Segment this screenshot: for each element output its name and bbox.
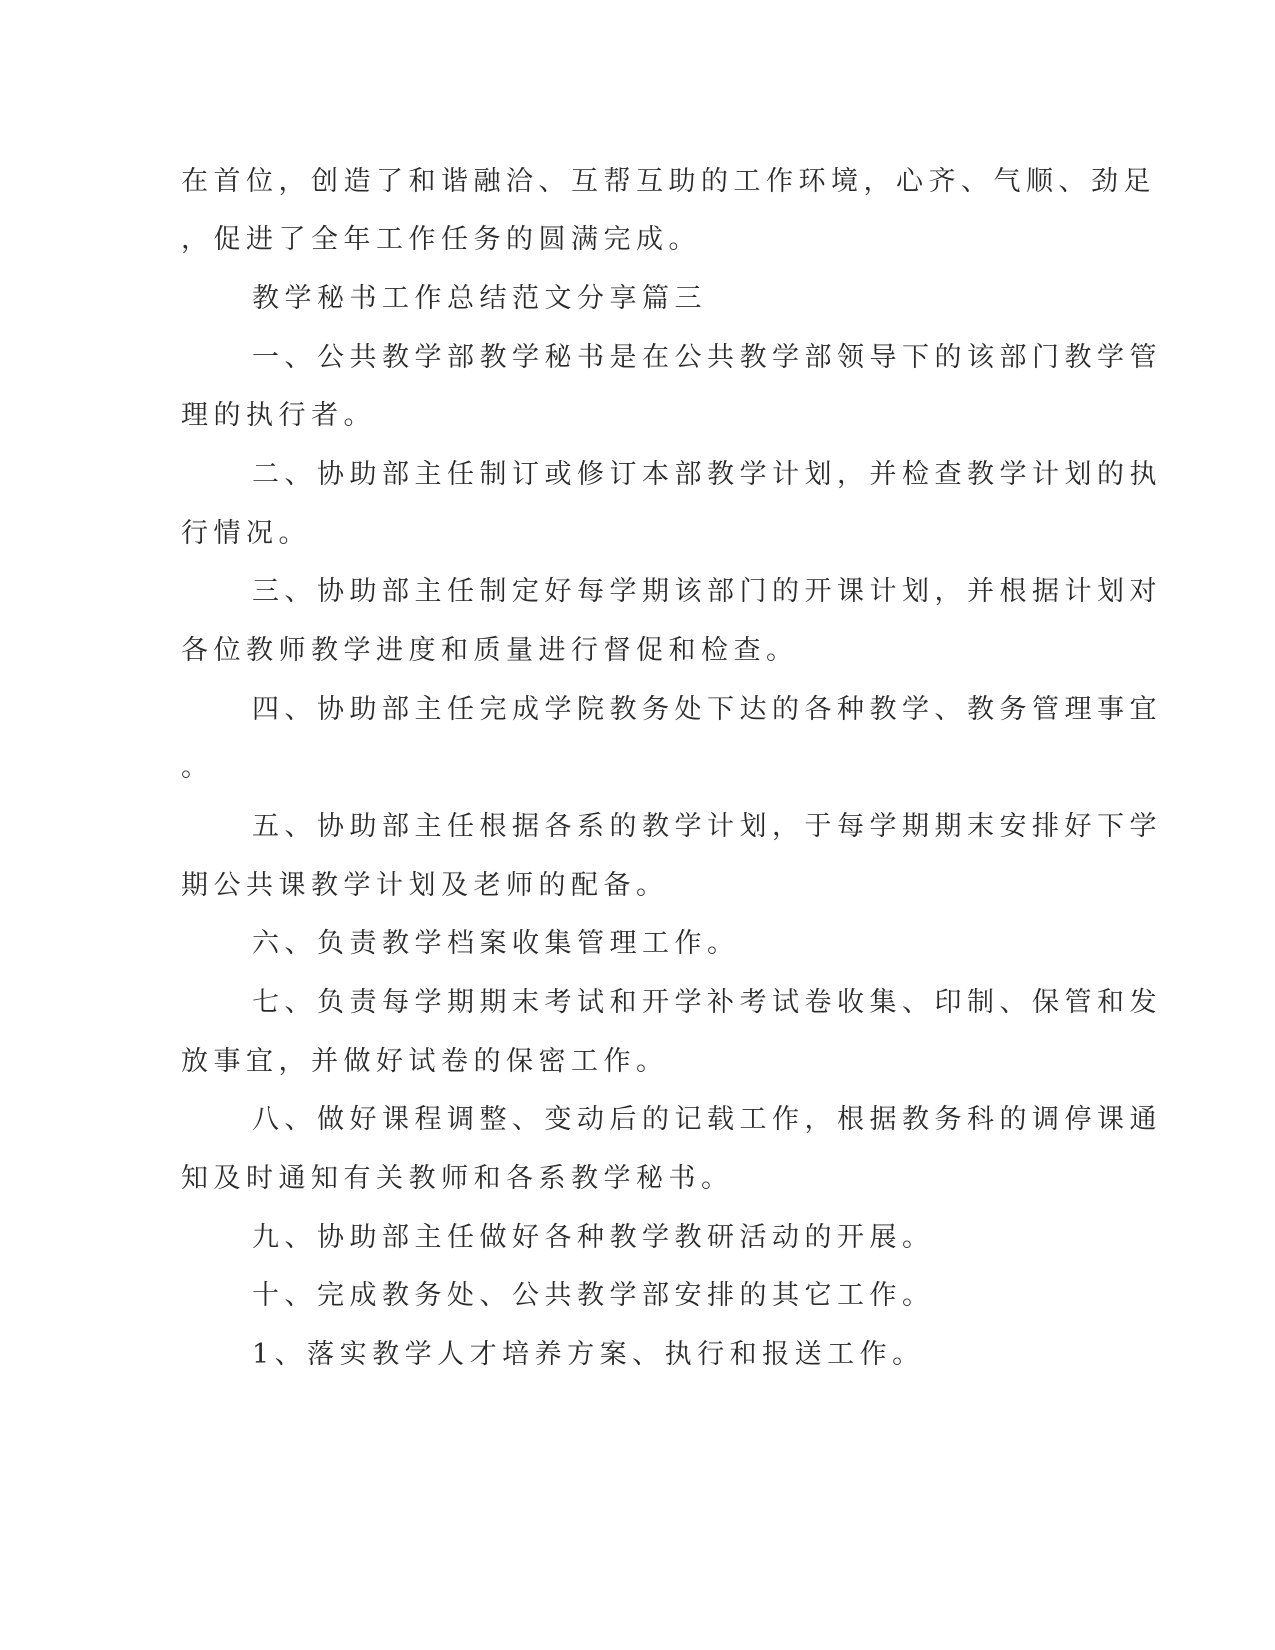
text-line: 知及时通知有关教师和各系教学秘书。 (181, 1163, 734, 1194)
text-line: 八、做好课程调整、变动后的记载工作，根据教务科的调停课通 (252, 1104, 1162, 1135)
text-line: 在首位，创造了和谐融洽、互帮互助的工作环境，心齐、气顺、劲足 (181, 166, 1156, 197)
text-line: 期公共课教学计划及老师的配备。 (181, 870, 669, 901)
text-line: 二、协助部主任制订或修订本部教学计划，并检查教学计划的执 (252, 459, 1162, 490)
text-line: 十、完成教务处、公共教学部安排的其它工作。 (252, 1280, 935, 1311)
text-line: 一、公共教学部教学秘书是在公共教学部领导下的该部门教学管 (252, 342, 1162, 373)
text-line: 。 (181, 752, 214, 783)
text-line: 放事宜，并做好试卷的保密工作。 (181, 1046, 669, 1077)
text-line: 三、协助部主任制定好每学期该部门的开课计划，并根据计划对 (252, 576, 1162, 607)
text-line: 各位教师教学进度和质量进行督促和检查。 (181, 635, 799, 666)
text-line: ，促进了全年工作任务的圆满完成。 (181, 224, 701, 255)
text-line: 四、协助部主任完成学院教务处下达的各种教学、教务管理事宜 (252, 694, 1162, 725)
text-line: 七、负责每学期期末考试和开学补考试卷收集、印制、保管和发 (252, 987, 1162, 1018)
text-line: 行情况。 (181, 518, 311, 549)
text-line: 九、协助部主任做好各种教学教研活动的开展。 (252, 1222, 935, 1253)
section-heading: 教学秘书工作总结范文分享篇三 (252, 283, 707, 314)
text-line: 六、负责教学档案收集管理工作。 (252, 928, 740, 959)
text-line: 1、落实教学人才培养方案、执行和报送工作。 (252, 1339, 925, 1370)
text-line: 五、协助部主任根据各系的教学计划，于每学期期末安排好下学 (252, 811, 1162, 842)
text-line: 理的执行者。 (181, 400, 376, 431)
